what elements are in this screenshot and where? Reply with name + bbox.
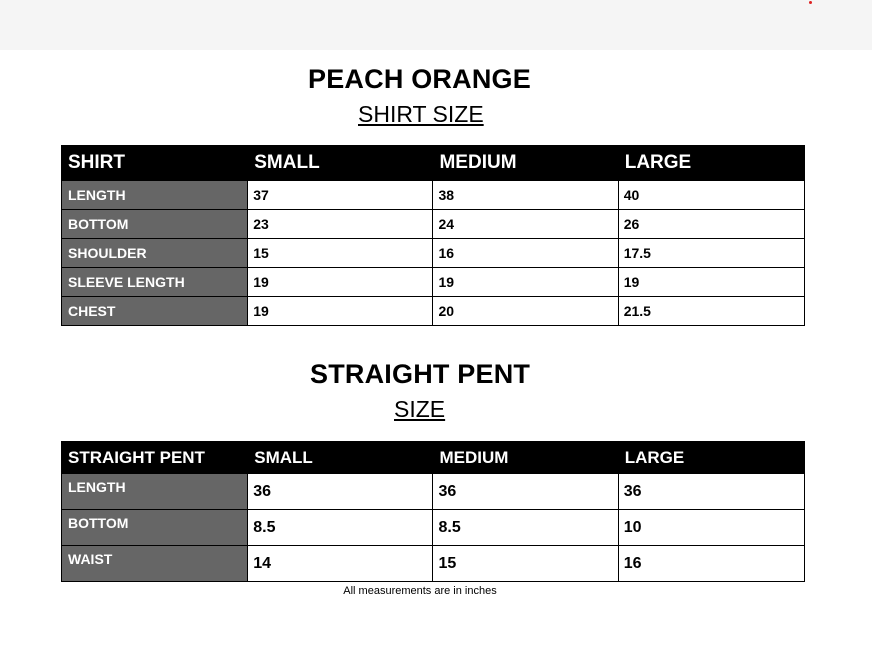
table-cell: 19 <box>248 297 433 326</box>
shirt-title: PEACH ORANGE <box>308 64 531 94</box>
row-label: BOTTOM <box>62 210 248 239</box>
table-cell: 15 <box>433 546 618 582</box>
shirt-size-table <box>61 145 805 326</box>
header-cell: MEDIUM <box>433 442 618 474</box>
header-cell: SMALL <box>248 442 433 474</box>
pent-title: STRAIGHT PENT <box>310 359 531 389</box>
table-cell: 36 <box>248 474 433 510</box>
header-cell: LARGE <box>618 146 804 181</box>
table-row <box>62 181 805 210</box>
header-cell: LARGE <box>618 442 804 474</box>
table-row <box>62 210 805 239</box>
table-cell: 37 <box>248 181 433 210</box>
row-label: BOTTOM <box>62 510 248 546</box>
table-header-row <box>62 442 805 474</box>
table-cell: 19 <box>248 268 433 297</box>
header-cell: SHIRT <box>62 146 248 181</box>
shirt-subtitle: SHIRT SIZE <box>358 101 484 127</box>
table-cell: 36 <box>618 474 804 510</box>
row-label: LENGTH <box>62 474 248 510</box>
header-cell: STRAIGHT PENT <box>62 442 248 474</box>
table-cell: 23 <box>248 210 433 239</box>
table-cell: 19 <box>618 268 804 297</box>
table-cell: 10 <box>618 510 804 546</box>
pent-subtitle: SIZE <box>394 396 446 422</box>
table-cell: 15 <box>248 239 433 268</box>
table-cell: 8.5 <box>248 510 433 546</box>
row-label: WAIST <box>62 546 248 582</box>
table-cell: 14 <box>248 546 433 582</box>
table-cell: 19 <box>433 268 618 297</box>
table-cell: 16 <box>618 546 804 582</box>
table-row <box>62 510 805 546</box>
table-header-row <box>62 146 805 181</box>
table-cell: 40 <box>618 181 804 210</box>
table-row <box>62 268 805 297</box>
table-row <box>62 239 805 268</box>
pent-size-table <box>61 441 805 582</box>
table-cell: 26 <box>618 210 804 239</box>
table-row <box>62 546 805 582</box>
row-label: CHEST <box>62 297 248 326</box>
top-bar <box>0 0 872 50</box>
table-cell: 36 <box>433 474 618 510</box>
header-cell: MEDIUM <box>433 146 618 181</box>
table-cell: 24 <box>433 210 618 239</box>
table-cell: 17.5 <box>618 239 804 268</box>
table-row <box>62 474 805 510</box>
table-row <box>62 297 805 326</box>
measurement-note: All measurements are in inches <box>343 585 497 597</box>
table-cell: 20 <box>433 297 618 326</box>
row-label: SLEEVE LENGTH <box>62 268 248 297</box>
row-label: SHOULDER <box>62 239 248 268</box>
header-cell: SMALL <box>248 146 433 181</box>
table-cell: 8.5 <box>433 510 618 546</box>
table-cell: 21.5 <box>618 297 804 326</box>
table-cell: 38 <box>433 181 618 210</box>
indicator-dot <box>809 1 812 4</box>
table-cell: 16 <box>433 239 618 268</box>
row-label: LENGTH <box>62 181 248 210</box>
